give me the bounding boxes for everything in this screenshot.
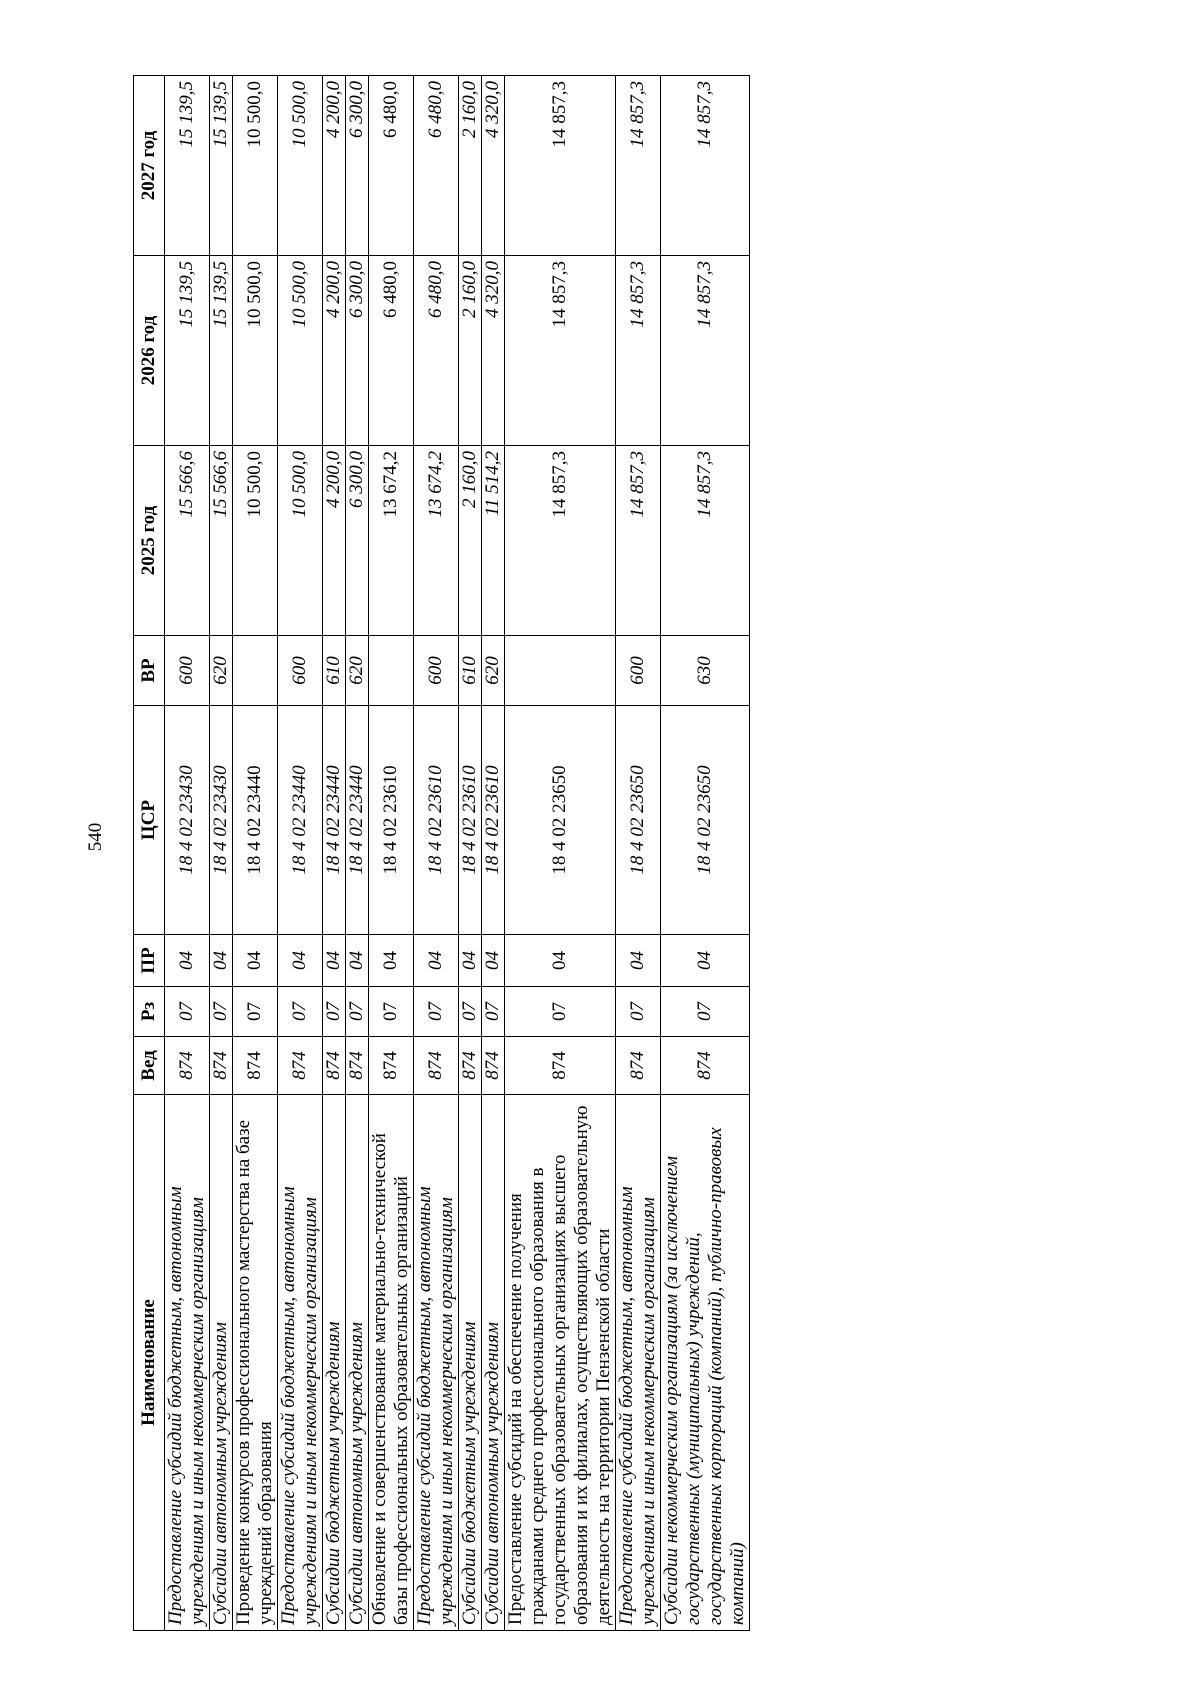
cell-csr: 18 4 02 23650 [661,706,750,935]
cell-pr: 04 [505,935,616,987]
col-header-ved: Вед [134,1037,165,1095]
cell-vr: 610 [323,636,346,706]
table-row [323,76,346,1631]
cell-name: Субсидии бюджетным учреждениям [459,1095,482,1631]
table-row [210,76,233,1631]
cell-rz: 07 [346,987,369,1037]
cell-csr: 18 4 02 23610 [369,706,414,935]
cell-2026: 14 857,3 [616,256,661,446]
cell-ved: 874 [459,1037,482,1095]
cell-2027: 6 480,0 [369,76,414,256]
col-header-pr: ПР [134,935,165,987]
cell-2026: 4 320,0 [482,256,505,446]
cell-csr: 18 4 02 23650 [505,706,616,935]
cell-ved: 874 [346,1037,369,1095]
cell-csr: 18 4 02 23610 [414,706,459,935]
cell-csr: 18 4 02 23440 [323,706,346,935]
cell-2027: 14 857,3 [505,76,616,256]
cell-2025: 4 200,0 [323,446,346,636]
cell-name: Субсидии некоммерческим организациям (за исключением государственных (муниципальных) учреждений, государственных корпораций (компаний), публично-правовых компаний) [661,1095,750,1631]
page-number: 540 [85,822,106,852]
cell-2027: 2 160,0 [459,76,482,256]
cell-2025: 10 500,0 [278,446,323,636]
cell-ved: 874 [616,1037,661,1095]
cell-2025: 13 674,2 [369,446,414,636]
cell-vr: 600 [278,636,323,706]
budget-table [133,75,750,1631]
col-header-2027: 2027 год [134,76,165,256]
cell-name: Субсидии автономным учреждениям [346,1095,369,1631]
cell-ved: 874 [369,1037,414,1095]
table-header-row [134,76,165,1631]
cell-2025: 11 514,2 [482,446,505,636]
cell-pr: 04 [369,935,414,987]
cell-pr: 04 [414,935,459,987]
cell-pr: 04 [233,935,278,987]
cell-ved: 874 [414,1037,459,1095]
cell-pr: 04 [346,935,369,987]
cell-name: Предоставление субсидий бюджетным, автономным учреждениям и иным некоммерческим организациям [414,1095,459,1631]
cell-vr [233,636,278,706]
cell-vr: 610 [459,636,482,706]
cell-rz: 07 [165,987,210,1037]
cell-2026: 15 139,5 [165,256,210,446]
cell-2027: 4 200,0 [323,76,346,256]
table-row [661,76,750,1631]
cell-csr: 18 4 02 23610 [459,706,482,935]
cell-2026: 14 857,3 [505,256,616,446]
cell-name: Субсидии автономным учреждениям [210,1095,233,1631]
table-row [346,76,369,1631]
cell-csr: 18 4 02 23440 [233,706,278,935]
cell-rz: 07 [369,987,414,1037]
cell-vr: 630 [661,636,750,706]
cell-rz: 07 [616,987,661,1037]
cell-2026: 4 200,0 [323,256,346,446]
cell-2025: 15 566,6 [210,446,233,636]
cell-ved: 874 [165,1037,210,1095]
cell-pr: 04 [210,935,233,987]
cell-ved: 874 [482,1037,505,1095]
cell-csr: 18 4 02 23430 [210,706,233,935]
cell-2025: 14 857,3 [616,446,661,636]
cell-name: Предоставление субсидий бюджетным, автономным учреждениям и иным некоммерческим организациям [165,1095,210,1631]
cell-pr: 04 [323,935,346,987]
cell-rz: 07 [505,987,616,1037]
cell-name: Предоставление субсидий бюджетным, автономным учреждениям и иным некоммерческим организациям [616,1095,661,1631]
cell-csr: 18 4 02 23440 [346,706,369,935]
rotated-page-content [133,76,1070,1631]
table-row [505,76,616,1631]
cell-2026: 15 139,5 [210,256,233,446]
cell-vr [505,636,616,706]
cell-pr: 04 [165,935,210,987]
cell-rz: 07 [414,987,459,1037]
table-body [165,76,750,1631]
cell-csr: 18 4 02 23650 [616,706,661,935]
cell-vr [369,636,414,706]
cell-vr: 620 [482,636,505,706]
cell-pr: 04 [459,935,482,987]
cell-ved: 874 [233,1037,278,1095]
cell-rz: 07 [482,987,505,1037]
table-row [369,76,414,1631]
cell-name: Предоставление субсидий на обеспечение получения гражданами среднего профессионального образования в государственных образовательных организациях высшего образования и их филиалах, осуществляющих образовательную деятельность на территории Пензенской области [505,1095,616,1631]
cell-2027: 15 139,5 [210,76,233,256]
cell-csr: 18 4 02 23440 [278,706,323,935]
cell-pr: 04 [278,935,323,987]
table-row [233,76,278,1631]
cell-2027: 4 320,0 [482,76,505,256]
cell-ved: 874 [278,1037,323,1095]
col-header-rz: Рз [134,987,165,1037]
cell-vr: 600 [616,636,661,706]
cell-csr: 18 4 02 23430 [165,706,210,935]
cell-rz: 07 [323,987,346,1037]
cell-rz: 07 [233,987,278,1037]
col-header-vr: ВР [134,636,165,706]
col-header-csr: ЦСР [134,706,165,935]
cell-2026: 6 300,0 [346,256,369,446]
cell-vr: 600 [165,636,210,706]
cell-2026: 14 857,3 [661,256,750,446]
cell-pr: 04 [482,935,505,987]
cell-pr: 04 [616,935,661,987]
table-row [459,76,482,1631]
cell-2027: 15 139,5 [165,76,210,256]
cell-2025: 14 857,3 [505,446,616,636]
cell-vr: 620 [346,636,369,706]
cell-2027: 14 857,3 [661,76,750,256]
cell-2025: 13 674,2 [414,446,459,636]
cell-rz: 07 [459,987,482,1037]
cell-2025: 14 857,3 [661,446,750,636]
table-row [278,76,323,1631]
cell-ved: 874 [661,1037,750,1095]
cell-vr: 620 [210,636,233,706]
cell-2027: 10 500,0 [233,76,278,256]
cell-2025: 6 300,0 [346,446,369,636]
cell-2025: 2 160,0 [459,446,482,636]
table-row [414,76,459,1631]
cell-pr: 04 [661,935,750,987]
cell-2027: 6 300,0 [346,76,369,256]
table-row [616,76,661,1631]
col-header-2026: 2026 год [134,256,165,446]
cell-ved: 874 [210,1037,233,1095]
col-header-2025: 2025 год [134,446,165,636]
cell-2025: 10 500,0 [233,446,278,636]
cell-ved: 874 [505,1037,616,1095]
cell-name: Субсидии бюджетным учреждениям [323,1095,346,1631]
cell-rz: 07 [278,987,323,1037]
table-row [482,76,505,1631]
cell-name: Обновление и совершенствование материально-технической базы профессиональных образовательных организаций [369,1095,414,1631]
cell-2026: 6 480,0 [369,256,414,446]
cell-2026: 10 500,0 [233,256,278,446]
cell-csr: 18 4 02 23610 [482,706,505,935]
cell-2027: 6 480,0 [414,76,459,256]
cell-vr: 600 [414,636,459,706]
cell-name: Предоставление субсидий бюджетным, автономным учреждениям и иным некоммерческим организациям [278,1095,323,1631]
cell-rz: 07 [210,987,233,1037]
table-row [165,76,210,1631]
cell-2026: 2 160,0 [459,256,482,446]
cell-name: Проведение конкурсов профессионального мастерства на базе учреждений образования [233,1095,278,1631]
cell-ved: 874 [323,1037,346,1095]
cell-2025: 15 566,6 [165,446,210,636]
cell-name: Субсидии автономным учреждениям [482,1095,505,1631]
cell-2027: 10 500,0 [278,76,323,256]
cell-2027: 14 857,3 [616,76,661,256]
cell-2026: 6 480,0 [414,256,459,446]
col-header-name: Наименование [134,1095,165,1631]
cell-rz: 07 [661,987,750,1037]
cell-2026: 10 500,0 [278,256,323,446]
